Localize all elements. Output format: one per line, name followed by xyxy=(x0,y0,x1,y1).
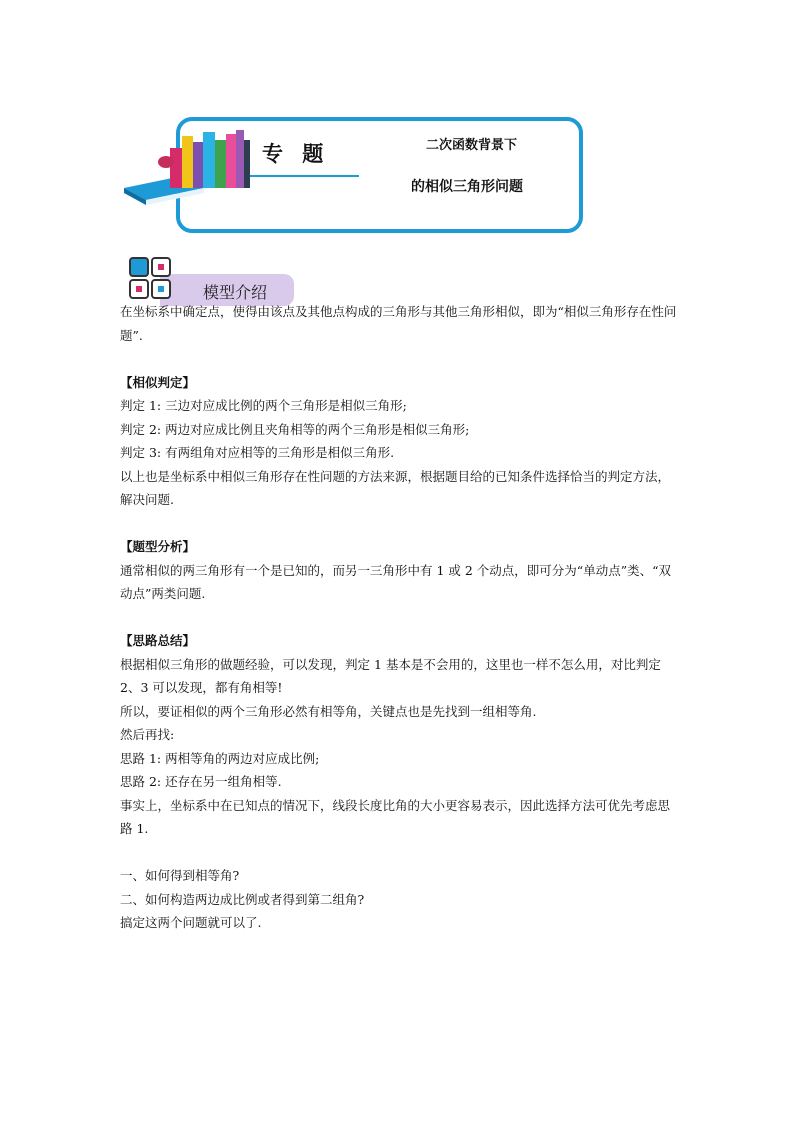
question-conclusion: 搞定这两个问题就可以了. xyxy=(120,915,262,930)
analysis-heading: 【题型分析】 xyxy=(120,539,196,554)
thinking-paragraph-3: 然后再找: xyxy=(120,727,175,742)
judge-item-3: 判定 3: 有两组角对应相等的三角形是相似三角形. xyxy=(120,445,395,460)
grid-icon xyxy=(128,256,174,302)
thinking-paragraph-2: 所以，要证相似的两个三角形必然有相等角，关键点也是先找到一组相等角. xyxy=(120,703,537,719)
banner-title: 专 题 xyxy=(262,141,330,166)
banner-subtitle-line2: 的相似三角形问题 xyxy=(411,179,523,195)
thinking-heading: 【思路总结】 xyxy=(120,633,196,648)
banner-subtitle-line1: 二次函数背景下 xyxy=(426,138,518,153)
books-icon xyxy=(122,126,262,206)
judge-item-2: 判定 2: 两边对应成比例且夹角相等的两个三角形是相似三角形; xyxy=(120,421,470,437)
thinking-paragraph-5: 思路 2: 还存在另一组角相等. xyxy=(120,774,282,789)
judge-summary: 以上也是坐标系中相似三角形存在性问题的方法来源，根据题目给的已知条件选择恰当的判定方法，解决问题. xyxy=(120,468,671,507)
judge-item-1: 判定 1: 三边对应成比例的两个三角形是相似三角形; xyxy=(120,398,407,413)
analysis-text: 通常相似的两三角形有一个是已知的，而另一三角形中有 1 或 2 个动点，即可分为“单动点”类、“双动点”两类问题. xyxy=(120,562,671,601)
thinking-paragraph-6: 事实上，坐标系中在已知点的情况下，线段长度比角的大小更容易表示，因此选择方法可优先考虑思路 1. xyxy=(120,797,671,836)
judge-heading: 【相似判定】 xyxy=(120,374,196,390)
thinking-paragraph-1: 根据相似三角形的做题经验，可以发现，判定 1 基本是不会用的，这里也一样不怎么用，对比判定 2、3 可以发现，都有角相等! xyxy=(120,656,661,695)
intro-paragraph: 在坐标系中确定点，使得由该点及其他点构成的三角形与其他三角形相似，即为“相似三角形存在性问题”. xyxy=(120,304,677,343)
question-1: 一、如何得到相等角? xyxy=(120,868,240,883)
section-label: 模型介绍 xyxy=(203,283,268,302)
document-body xyxy=(120,300,680,935)
thinking-paragraph-4: 思路 1: 两相等角的两边对应成比例; xyxy=(120,750,320,766)
question-2: 二、如何构造两边成比例或者得到第二组角? xyxy=(120,891,365,907)
